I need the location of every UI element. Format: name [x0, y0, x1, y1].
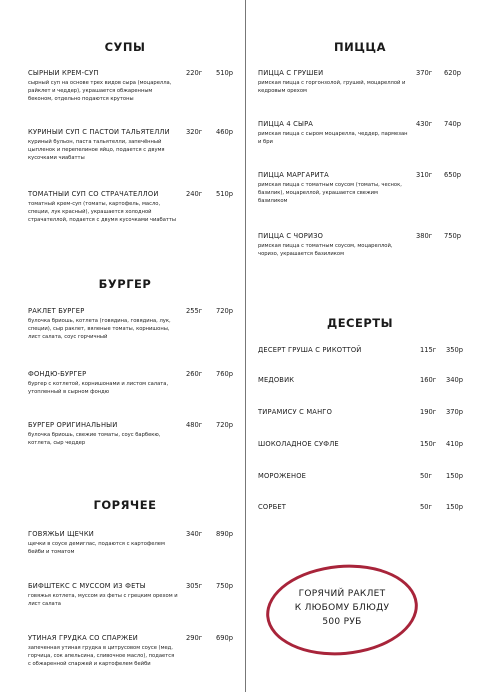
item-description: булочка бриошь, котлета (говядина, говядина, лук, специи), сыр раклет, вяленые томаты, корнишоны, лист салата, соус горчичный [28, 318, 171, 341]
item-name: ПИЦЦА МАРГАРИТА [258, 171, 329, 179]
item-weight: 380г [416, 232, 433, 240]
item-name: РАКЛЕТ БУРГЕР [28, 307, 85, 315]
item-price: 750р [444, 232, 462, 240]
item-weight: 240г [186, 190, 203, 198]
item-price: 720р [216, 307, 234, 315]
menu-item [28, 370, 238, 396]
item-price: 410р [446, 440, 464, 448]
promo-line-1: ГОРЯЧИЙ РАКЛЕТ [298, 589, 386, 599]
item-weight: 160г [420, 376, 437, 384]
item-description: римская пицца с томатным соусом, моцареллой, чоризо, украшается базиликом [258, 243, 393, 258]
item-name: ТИРАМИСУ С МАНГО [258, 408, 333, 416]
menu-item [28, 530, 238, 556]
item-description: римская пицца с горгонзолой, грушей, моцареллой и кедровым орехом [258, 80, 406, 95]
item-name: ФОНДЮ-БУРГЕР [28, 370, 87, 378]
item-description: говяжья котлета, муссом из феты с грецким орехом и лист салата [28, 593, 178, 608]
item-description: булочка бриошь, свежие томаты, соус барбекю, котлета, сыр чеддер [28, 432, 161, 447]
item-name: ШОКОЛАДНОЕ СУФЛЕ [258, 440, 339, 448]
item-price: 460р [216, 128, 234, 136]
item-description: щечки в соусе демиглас, подаются с картофелем бейби и томатом [28, 541, 165, 556]
item-price: 510р [216, 69, 234, 77]
menu-item [258, 232, 468, 258]
item-weight: 305г [186, 582, 203, 590]
item-weight: 370г [416, 69, 433, 77]
menu-item [28, 307, 238, 342]
item-description: римская пицца с сыром моцарелла, чеддер, пармезан и бри [258, 131, 408, 146]
item-price: 150р [446, 503, 464, 511]
item-name: БИФШТЕКС С МУССОМ ИЗ ФЕТЫ [28, 582, 146, 590]
menu-item [28, 190, 238, 225]
item-price: 370р [446, 408, 464, 416]
section-title-pizza: ПИЦЦА [334, 40, 386, 54]
item-name: СЫРНЫЙ КРЕМ-СУП [28, 69, 99, 77]
item-name: ПИЦЦА С ЧОРИЗО [258, 232, 324, 240]
menu-item [258, 69, 468, 95]
item-name: ГОВЯЖЬИ ЩЕЧКИ [28, 530, 94, 538]
menu-item [258, 171, 468, 206]
section-title-hot: ГОРЯЧЕЕ [93, 498, 157, 512]
item-weight: 480г [186, 421, 203, 429]
item-description: сырный суп на основе трех видов сыра (моцарелла, райклет и чеддер), украшается обжаренным беконом, отдельно подаются крутоны [28, 80, 172, 103]
item-description: римская пицца с томатным соусом (томаты, чеснок, базилик), моцареллой, украшается свежим базиликом [258, 182, 402, 205]
item-description: запеченная утиная грудка в цитрусовом соусе (мед, горчица, сок апельсина, сливочное масло), подается с обжаренной спаржей и картофелем бейби [28, 645, 175, 668]
item-description: куриный бульон, паста тальятелли, запечённый цыпленок и перепелиное яйцо, подается с двумя кусочками чиабатты [28, 139, 165, 162]
dessert-item [258, 503, 463, 511]
item-weight: 190г [420, 408, 437, 416]
item-price: 720р [216, 421, 234, 429]
item-price: 690р [216, 634, 234, 642]
item-weight: 320г [186, 128, 203, 136]
section-title-desserts: ДЕСЕРТЫ [326, 316, 394, 330]
item-weight: 260г [186, 370, 203, 378]
item-name: ПИЦЦА С ГРУШЕЙ [258, 69, 324, 77]
item-weight: 290г [186, 634, 203, 642]
item-name: ТОМАТНЫЙ СУП СО СТРАЧАТЕЛЛОЙ [28, 190, 159, 198]
column-divider [245, 0, 246, 692]
dessert-item [258, 408, 463, 416]
item-weight: 115г [420, 346, 437, 354]
item-name: СОРБЕТ [258, 503, 287, 511]
item-weight: 255г [186, 307, 203, 315]
item-name: МОРОЖЕНОЕ [258, 472, 307, 480]
item-weight: 150г [420, 440, 437, 448]
item-weight: 310г [416, 171, 433, 179]
item-name: ПИЦЦА 4 СЫРА [258, 120, 314, 128]
section-title-burger: БУРГЕР [98, 277, 152, 291]
section-title-soups: СУПЫ [104, 40, 146, 54]
item-description: бургер с котлетой, корнишонами и листом салата, утопленный в сырном фондю [28, 381, 169, 396]
item-name: УТИНАЯ ГРУДКА СО СПАРЖЕЙ [28, 634, 138, 642]
dessert-item [258, 376, 463, 384]
item-price: 620р [444, 69, 462, 77]
dessert-item [258, 440, 463, 448]
item-name: БУРГЕР ОРИГИНАЛЬНЫЙ [28, 421, 118, 429]
item-name: КУРИНЫЙ СУП С ПАСТОЙ ТАЛЬЯТЕЛЛИ [28, 128, 170, 136]
item-price: 340р [446, 376, 464, 384]
menu-item [28, 582, 238, 608]
item-name: МЕДОВИК [258, 376, 295, 384]
item-description: томатный крем-суп (томаты, картофель, масло, специи, лук красный), украшается холодной страчателлой, подается с двумя кусочками чиабатты [28, 201, 177, 224]
promo-line-2: К ЛЮБОМУ БЛЮДУ [294, 603, 390, 613]
item-weight: 430г [416, 120, 433, 128]
item-price: 510р [216, 190, 234, 198]
item-name: ДЕСЕРТ ГРУША С РИКОТТОЙ [258, 346, 362, 354]
item-price: 750р [216, 582, 234, 590]
item-price: 760р [216, 370, 234, 378]
item-weight: 340г [186, 530, 203, 538]
item-price: 650р [444, 171, 462, 179]
menu-item [28, 421, 238, 447]
promo-line-3: 500 РУБ [322, 617, 362, 627]
item-price: 350р [446, 346, 464, 354]
item-weight: 220г [186, 69, 203, 77]
promo-text [266, 587, 418, 629]
item-price: 890р [216, 530, 234, 538]
item-price: 740р [444, 120, 462, 128]
dessert-item [258, 472, 463, 480]
item-weight: 50г [420, 503, 433, 511]
menu-item [28, 128, 238, 163]
menu-item [28, 634, 238, 669]
menu-item [28, 69, 238, 104]
menu-item [258, 120, 468, 146]
item-price: 150р [446, 472, 464, 480]
dessert-item [258, 346, 463, 354]
item-weight: 50г [420, 472, 433, 480]
